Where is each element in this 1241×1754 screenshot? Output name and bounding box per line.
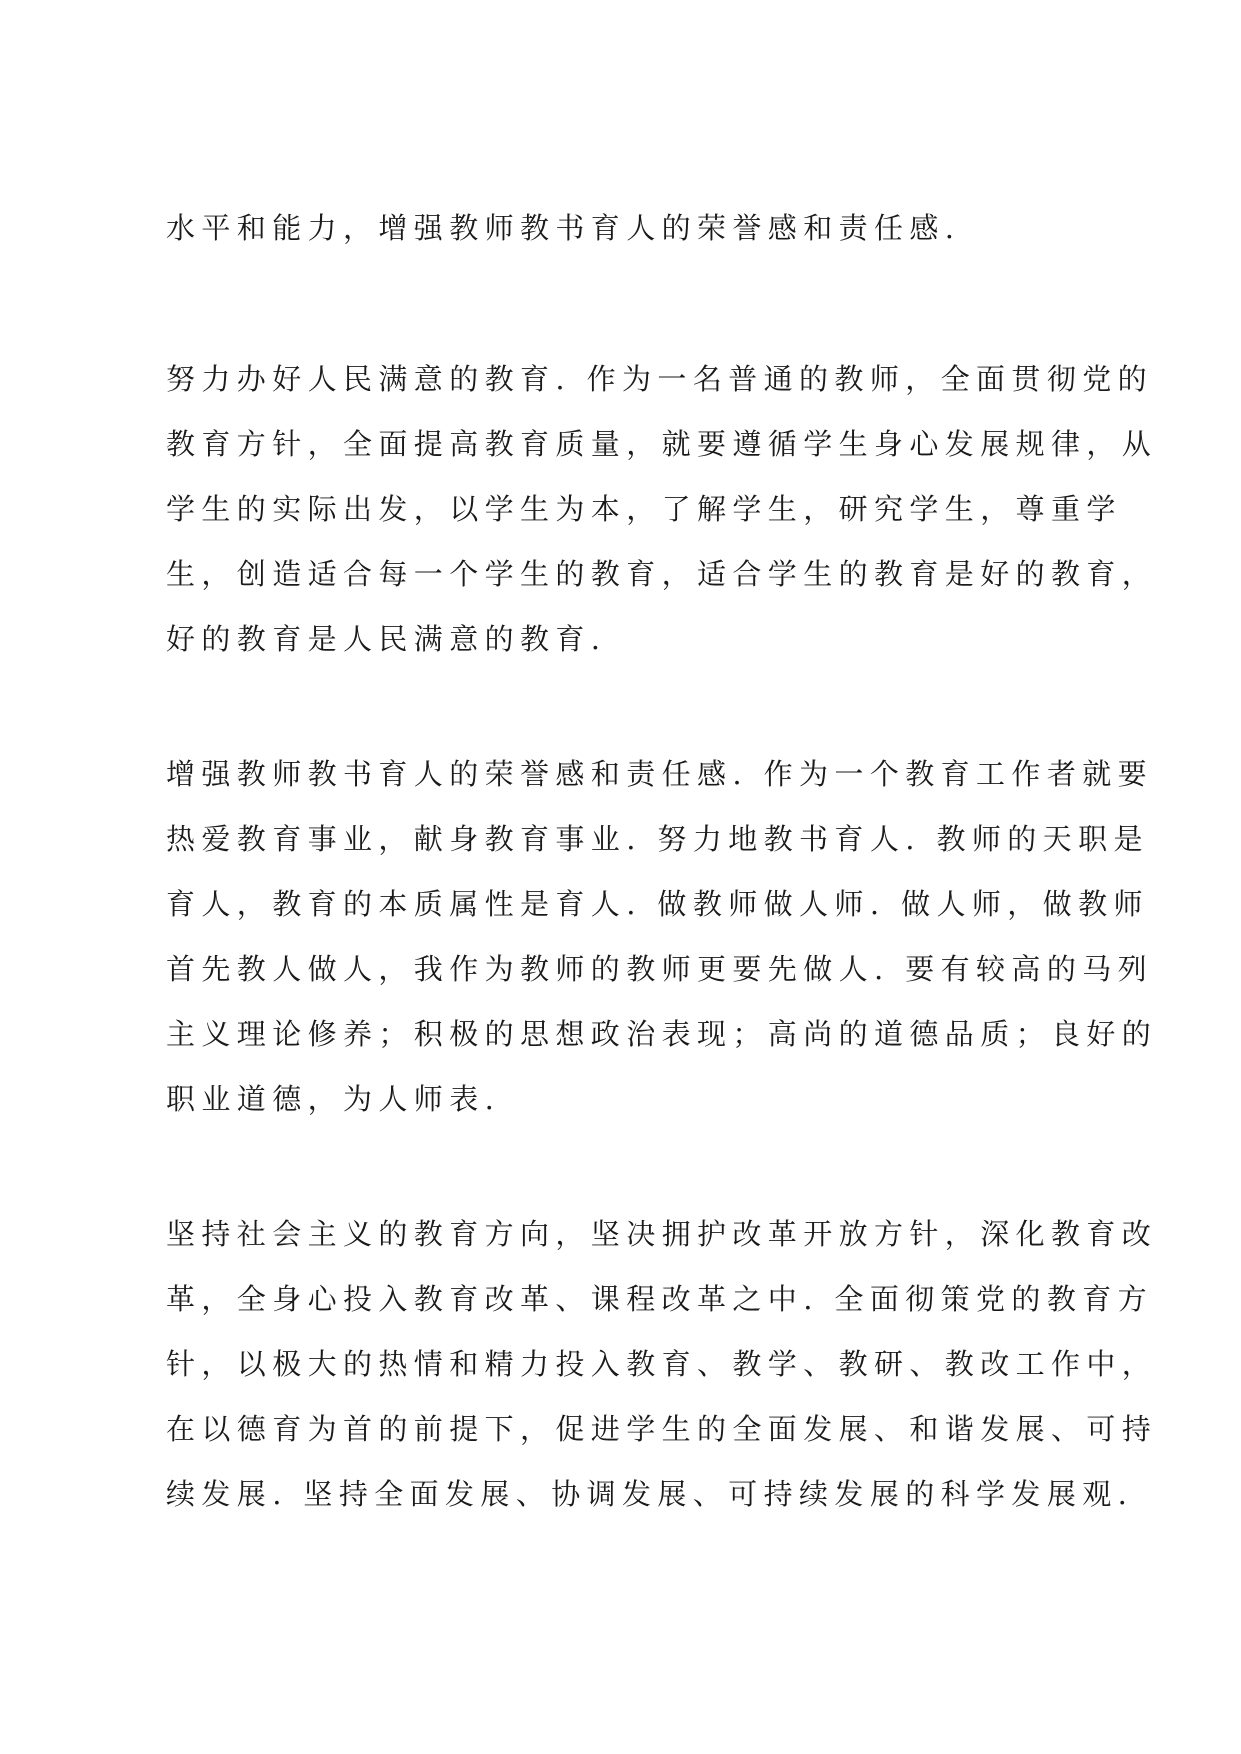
paragraph-3-line-5: 主义理论修养；积极的思想政治表现；高尚的道德品质；良好的 (166, 1017, 1158, 1051)
paragraph-3-line-6: 职业道德，为人师表. (166, 1082, 501, 1116)
paragraph-3-line-2: 热爱教育事业，献身教育事业. 努力地教书育人. 教师的天职是 (166, 822, 1149, 856)
paragraph-1-line-1: 水平和能力，增强教师教书育人的荣誉感和责任感. (166, 211, 961, 245)
paragraph-3-line-1: 增强教师教书育人的荣誉感和责任感. 作为一个教育工作者就要 (166, 757, 1154, 791)
paragraph-2-line-1: 努力办好人民满意的教育. 作为一名普通的教师，全面贯彻党的 (166, 362, 1154, 396)
paragraph-4-line-1: 坚持社会主义的教育方向，坚决拥护改革开放方针，深化教育改 (166, 1217, 1158, 1251)
paragraph-2-line-3: 学生的实际出发，以学生为本，了解学生，研究学生，尊重学 (166, 492, 1122, 526)
paragraph-4-line-3: 针，以极大的热情和精力投入教育、教学、教研、教改工作中， (166, 1347, 1158, 1381)
paragraph-2-line-4: 生，创造适合每一个学生的教育，适合学生的教育是好的教育， (166, 557, 1158, 591)
paragraph-2-line-5: 好的教育是人民满意的教育. (166, 622, 607, 656)
paragraph-3-line-3: 育人，教育的本质属性是育人. 做教师做人师. 做人师，做教师 (166, 887, 1149, 921)
paragraph-2-line-2: 教育方针，全面提高教育质量，就要遵循学生身心发展规律，从 (166, 427, 1158, 461)
paragraph-4-line-2: 革，全身心投入教育改革、课程改革之中. 全面彻策党的教育方 (166, 1282, 1154, 1316)
paragraph-3-line-4: 首先教人做人，我作为教师的教师更要先做人. 要有较高的马列 (166, 952, 1154, 986)
paragraph-4-line-4: 在以德育为首的前提下，促进学生的全面发展、和谐发展、可持 (166, 1412, 1158, 1446)
paragraph-4-line-5: 续发展. 坚持全面发展、协调发展、可持续发展的科学发展观. (166, 1477, 1134, 1511)
